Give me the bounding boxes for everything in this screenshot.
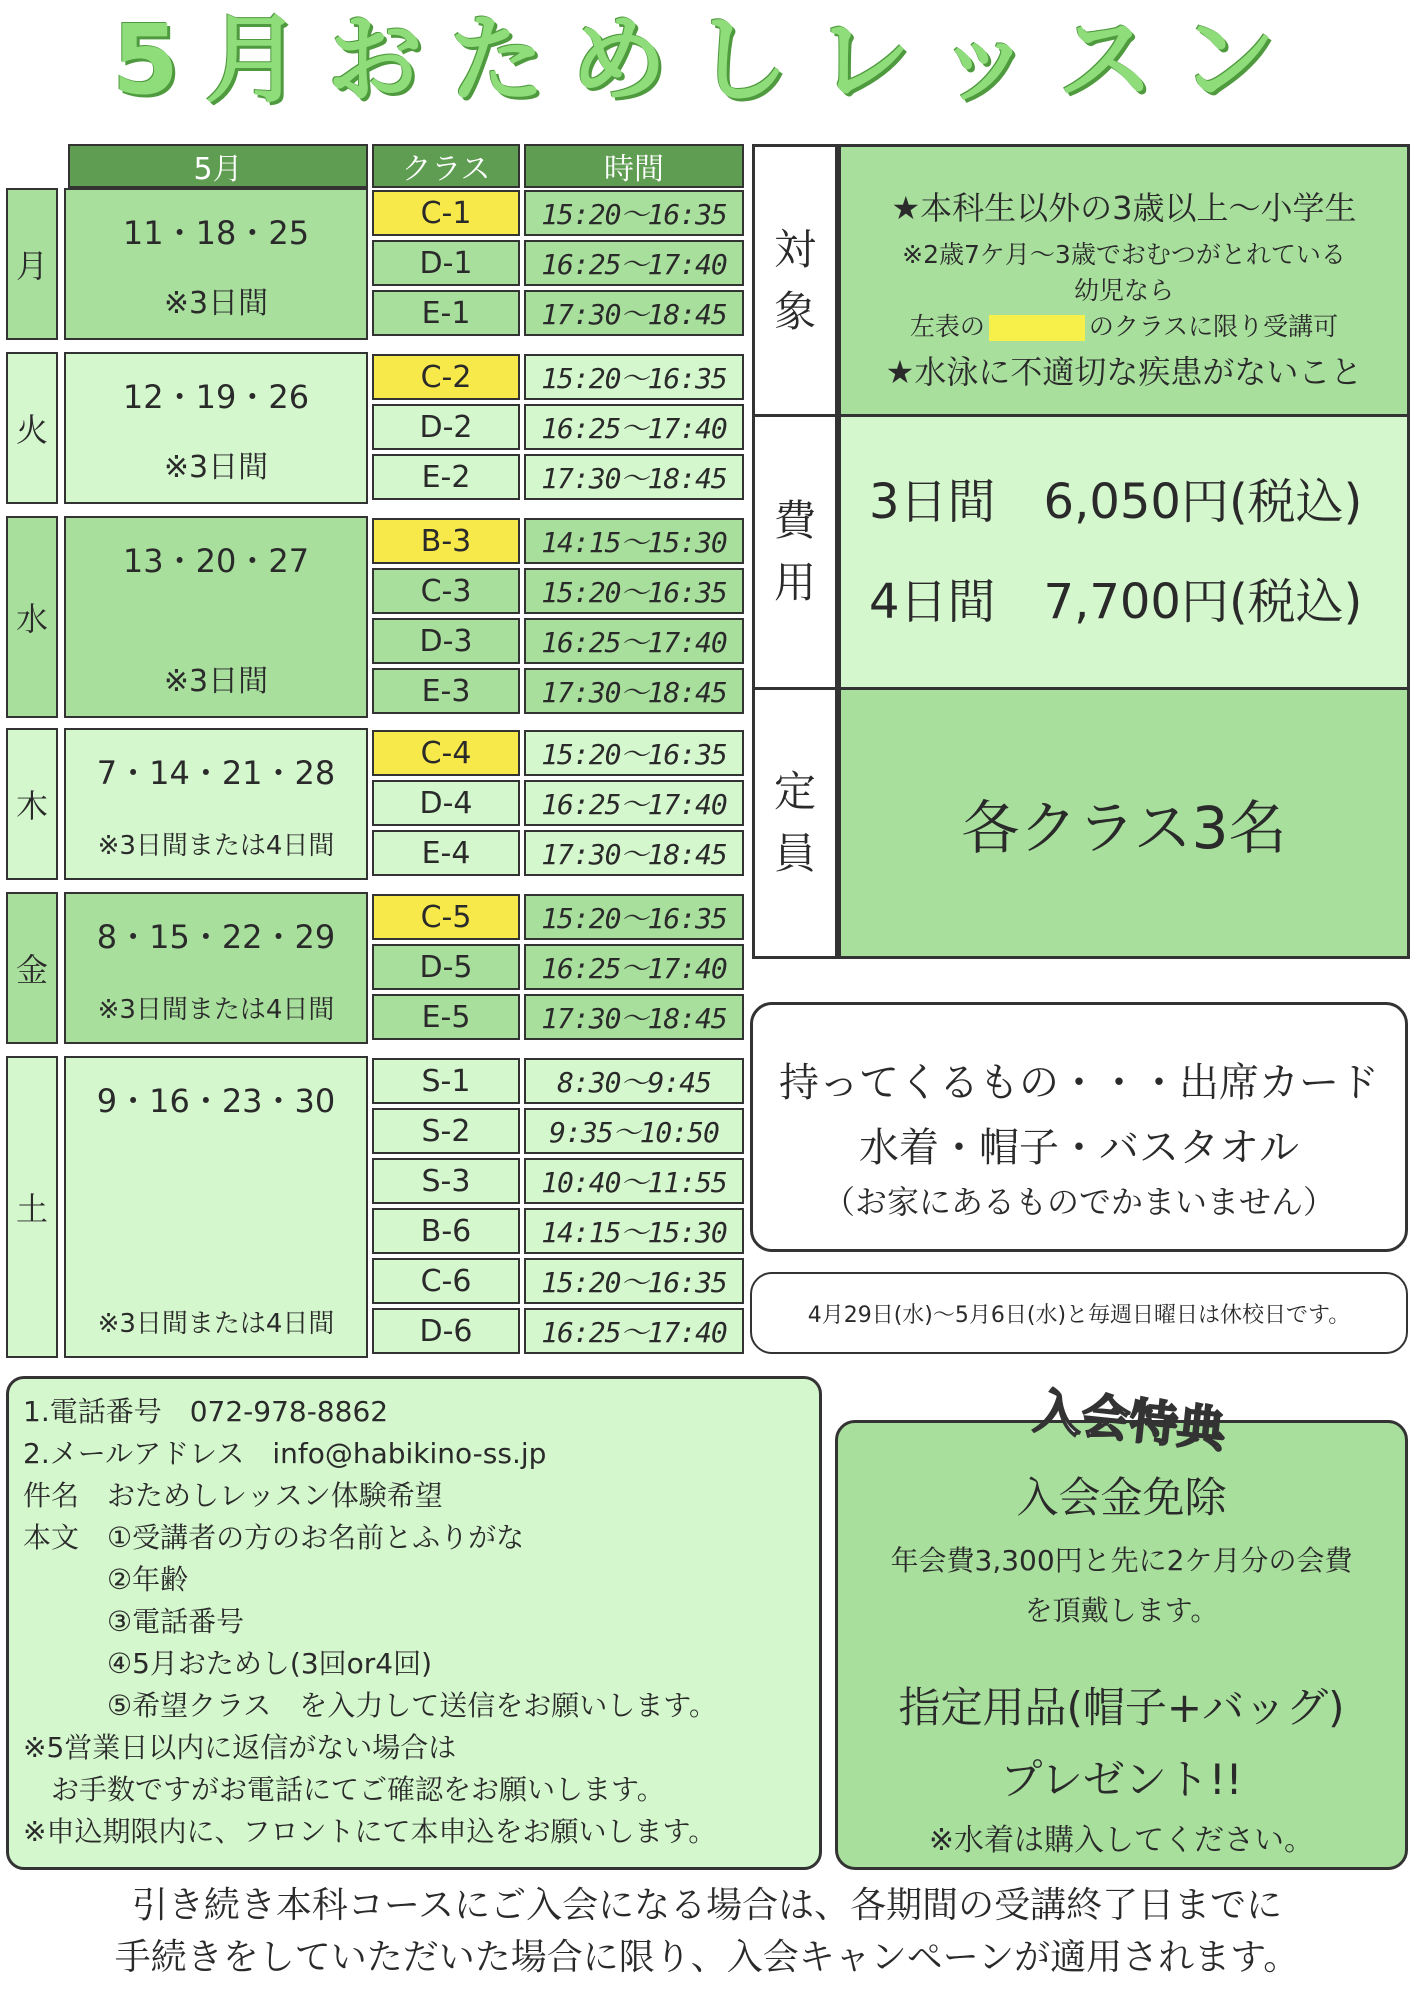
time-cell: 16:25〜17:40: [524, 944, 744, 990]
target-label-char1: 対: [773, 224, 816, 274]
time-cell: 17:30〜18:45: [524, 290, 744, 336]
target-content: [838, 144, 1410, 417]
time-cell: 16:25〜17:40: [524, 618, 744, 664]
dates-text: 9・16・23・30: [96, 1082, 336, 1120]
day-label: 金: [6, 892, 58, 1044]
header-time: 時間: [524, 144, 744, 188]
class-cell: D-5: [372, 944, 520, 990]
bonus-heading: 入会特典: [1031, 1383, 1228, 1459]
class-cell: D-3: [372, 618, 520, 664]
bonus-line2: 年会費3,300円と先に2ケ月分の会費: [890, 1544, 1353, 1577]
duration-note: ※3日間または4日間: [97, 995, 335, 1025]
capacity-label-char2: 員: [773, 829, 816, 878]
time-cell: 15:20〜16:35: [524, 894, 744, 940]
class-cell: S-3: [372, 1158, 520, 1204]
class-cell: B-6: [372, 1208, 520, 1254]
time-cell: 16:25〜17:40: [524, 240, 744, 286]
contact-box: [6, 1376, 822, 1870]
duration-note: ※3日間または4日間: [97, 831, 335, 861]
time-cell: 16:25〜17:40: [524, 1308, 744, 1354]
class-cell: E-2: [372, 454, 520, 500]
class-cell: C-6: [372, 1258, 520, 1304]
time-cell: 14:15〜15:30: [524, 518, 744, 564]
bonus-line3: を頂戴します。: [1024, 1594, 1219, 1627]
duration-note: ※3日間: [163, 450, 269, 485]
time-cell: 10:40〜11:55: [524, 1158, 744, 1204]
bonus-box: [835, 1420, 1408, 1870]
date-cell: [64, 728, 368, 880]
dates-text: 8・15・22・29: [96, 918, 336, 956]
class-cell: B-3: [372, 518, 520, 564]
yellow-swatch: [989, 315, 1085, 341]
class-cell: E-4: [372, 830, 520, 876]
target-label: [752, 144, 838, 417]
header-month: 5月: [68, 144, 368, 188]
page-title: 5月おためしレッスン: [112, 4, 1302, 116]
time-cell: 15:20〜16:35: [524, 730, 744, 776]
target-line4a: 左表の: [909, 312, 985, 341]
class-cell: C-1: [372, 190, 520, 236]
target-line3: 幼児なら: [1073, 276, 1174, 305]
date-cell: [64, 188, 368, 340]
header-class: クラス: [372, 144, 520, 188]
bonus-line1: 入会金免除: [1016, 1473, 1227, 1522]
holiday-note: 4月29日(水)〜5月6日(水)と毎週日曜日は休校日です。: [750, 1272, 1408, 1354]
duration-note: ※3日間: [163, 286, 269, 321]
fee-row-4days: 4日間 7,700円(税込): [869, 574, 1363, 630]
dates-text: 13・20・27: [122, 542, 310, 580]
date-cell: [64, 352, 368, 504]
bring-box: [750, 1002, 1408, 1252]
date-cell: [64, 1056, 368, 1358]
target-label-char2: 象: [773, 286, 816, 336]
time-cell: 14:15〜15:30: [524, 1208, 744, 1254]
class-cell: C-3: [372, 568, 520, 614]
time-cell: 17:30〜18:45: [524, 994, 744, 1040]
class-cell: E-3: [372, 668, 520, 714]
contact-line: ⑤希望クラス を入力して送信をお願いします。: [23, 1689, 718, 1722]
bring-line1: 持ってくるもの・・・出席カード: [779, 1060, 1379, 1106]
contact-line: ③電話番号: [23, 1605, 245, 1638]
day-label: 土: [6, 1056, 58, 1358]
capacity-value: 各クラス3名: [838, 687, 1410, 959]
duration-note: ※3日間: [163, 664, 269, 699]
class-cell: D-1: [372, 240, 520, 286]
fee-row-3days: 3日間 6,050円(税込): [869, 474, 1363, 530]
dates-text: 7・14・21・28: [96, 754, 336, 792]
contact-line: ※申込期限内に、フロントにて本申込をお願いします。: [23, 1815, 717, 1848]
date-cell: [64, 516, 368, 718]
class-cell: D-6: [372, 1308, 520, 1354]
footer-line1: 引き続き本科コースにご入会になる場合は、各期間の受講終了日までに: [131, 1885, 1283, 1926]
day-label: 木: [6, 728, 58, 880]
fee-label-char2: 用: [773, 558, 816, 607]
contact-line: ※5営業日以内に返信がない場合は: [23, 1731, 457, 1764]
class-cell: C-5: [372, 894, 520, 940]
contact-line: 本文 ①受講者の方のお名前とふりがな: [23, 1521, 525, 1554]
class-cell: D-2: [372, 404, 520, 450]
contact-line: 1.電話番号 072-978-8862: [23, 1395, 389, 1428]
time-cell: 15:20〜16:35: [524, 354, 744, 400]
time-cell: 16:25〜17:40: [524, 780, 744, 826]
target-line5: ★水泳に不適切な疾患がないこと: [885, 353, 1363, 391]
class-cell: S-2: [372, 1108, 520, 1154]
target-line4: [841, 307, 1407, 343]
time-cell: 9:35〜10:50: [524, 1108, 744, 1154]
class-cell: S-1: [372, 1058, 520, 1104]
target-line2: ※2歳7ケ月〜3歳でおむつがとれている: [902, 240, 1346, 269]
day-label: 水: [6, 516, 58, 718]
class-cell: D-4: [372, 780, 520, 826]
contact-line: ②年齢: [23, 1563, 189, 1596]
dates-text: 12・19・26: [122, 378, 310, 416]
dates-text: 11・18・25: [122, 214, 310, 252]
time-cell: 15:20〜16:35: [524, 568, 744, 614]
bonus-line6: ※水着は購入してください。: [928, 1823, 1315, 1858]
time-cell: 17:30〜18:45: [524, 668, 744, 714]
contact-line: 件名 おためしレッスン体験希望: [23, 1479, 443, 1512]
time-cell: 17:30〜18:45: [524, 454, 744, 500]
contact-line: 2.メールアドレス info@habikino-ss.jp: [23, 1437, 547, 1470]
bonus-line5: プレゼント!!: [1000, 1755, 1243, 1804]
time-cell: 8:30〜9:45: [524, 1058, 744, 1104]
capacity-label-char1: 定: [773, 767, 816, 816]
target-line4b: のクラスに限り受講可: [1088, 312, 1339, 341]
day-label: 火: [6, 352, 58, 504]
bonus-line4: 指定用品(帽子+バッグ): [898, 1683, 1345, 1732]
footer-line2: 手続きをしていただいた場合に限り、入会キャンペーンが適用されます。: [114, 1937, 1300, 1978]
date-cell: [64, 892, 368, 1044]
class-cell: E-1: [372, 290, 520, 336]
contact-line: お手数ですがお電話にてご確認をお願いします。: [23, 1773, 665, 1806]
time-cell: 15:20〜16:35: [524, 190, 744, 236]
class-cell: C-4: [372, 730, 520, 776]
time-cell: 17:30〜18:45: [524, 830, 744, 876]
capacity-label: [752, 687, 838, 959]
fee-content: [838, 414, 1410, 690]
duration-note: ※3日間または4日間: [97, 1309, 335, 1339]
target-line1: ★本科生以外の3歳以上〜小学生: [891, 189, 1357, 227]
bring-line3: （お家にあるものでかまいません）: [822, 1183, 1335, 1221]
footer: [0, 1880, 1414, 1984]
fee-label-char1: 費: [773, 496, 816, 545]
fee-label: [752, 414, 838, 690]
class-cell: C-2: [372, 354, 520, 400]
time-cell: 15:20〜16:35: [524, 1258, 744, 1304]
time-cell: 16:25〜17:40: [524, 404, 744, 450]
day-label: 月: [6, 188, 58, 340]
class-cell: E-5: [372, 994, 520, 1040]
contact-line: ④5月おためし(3回or4回): [23, 1647, 433, 1680]
bring-line2: 水着・帽子・バスタオル: [859, 1125, 1299, 1171]
